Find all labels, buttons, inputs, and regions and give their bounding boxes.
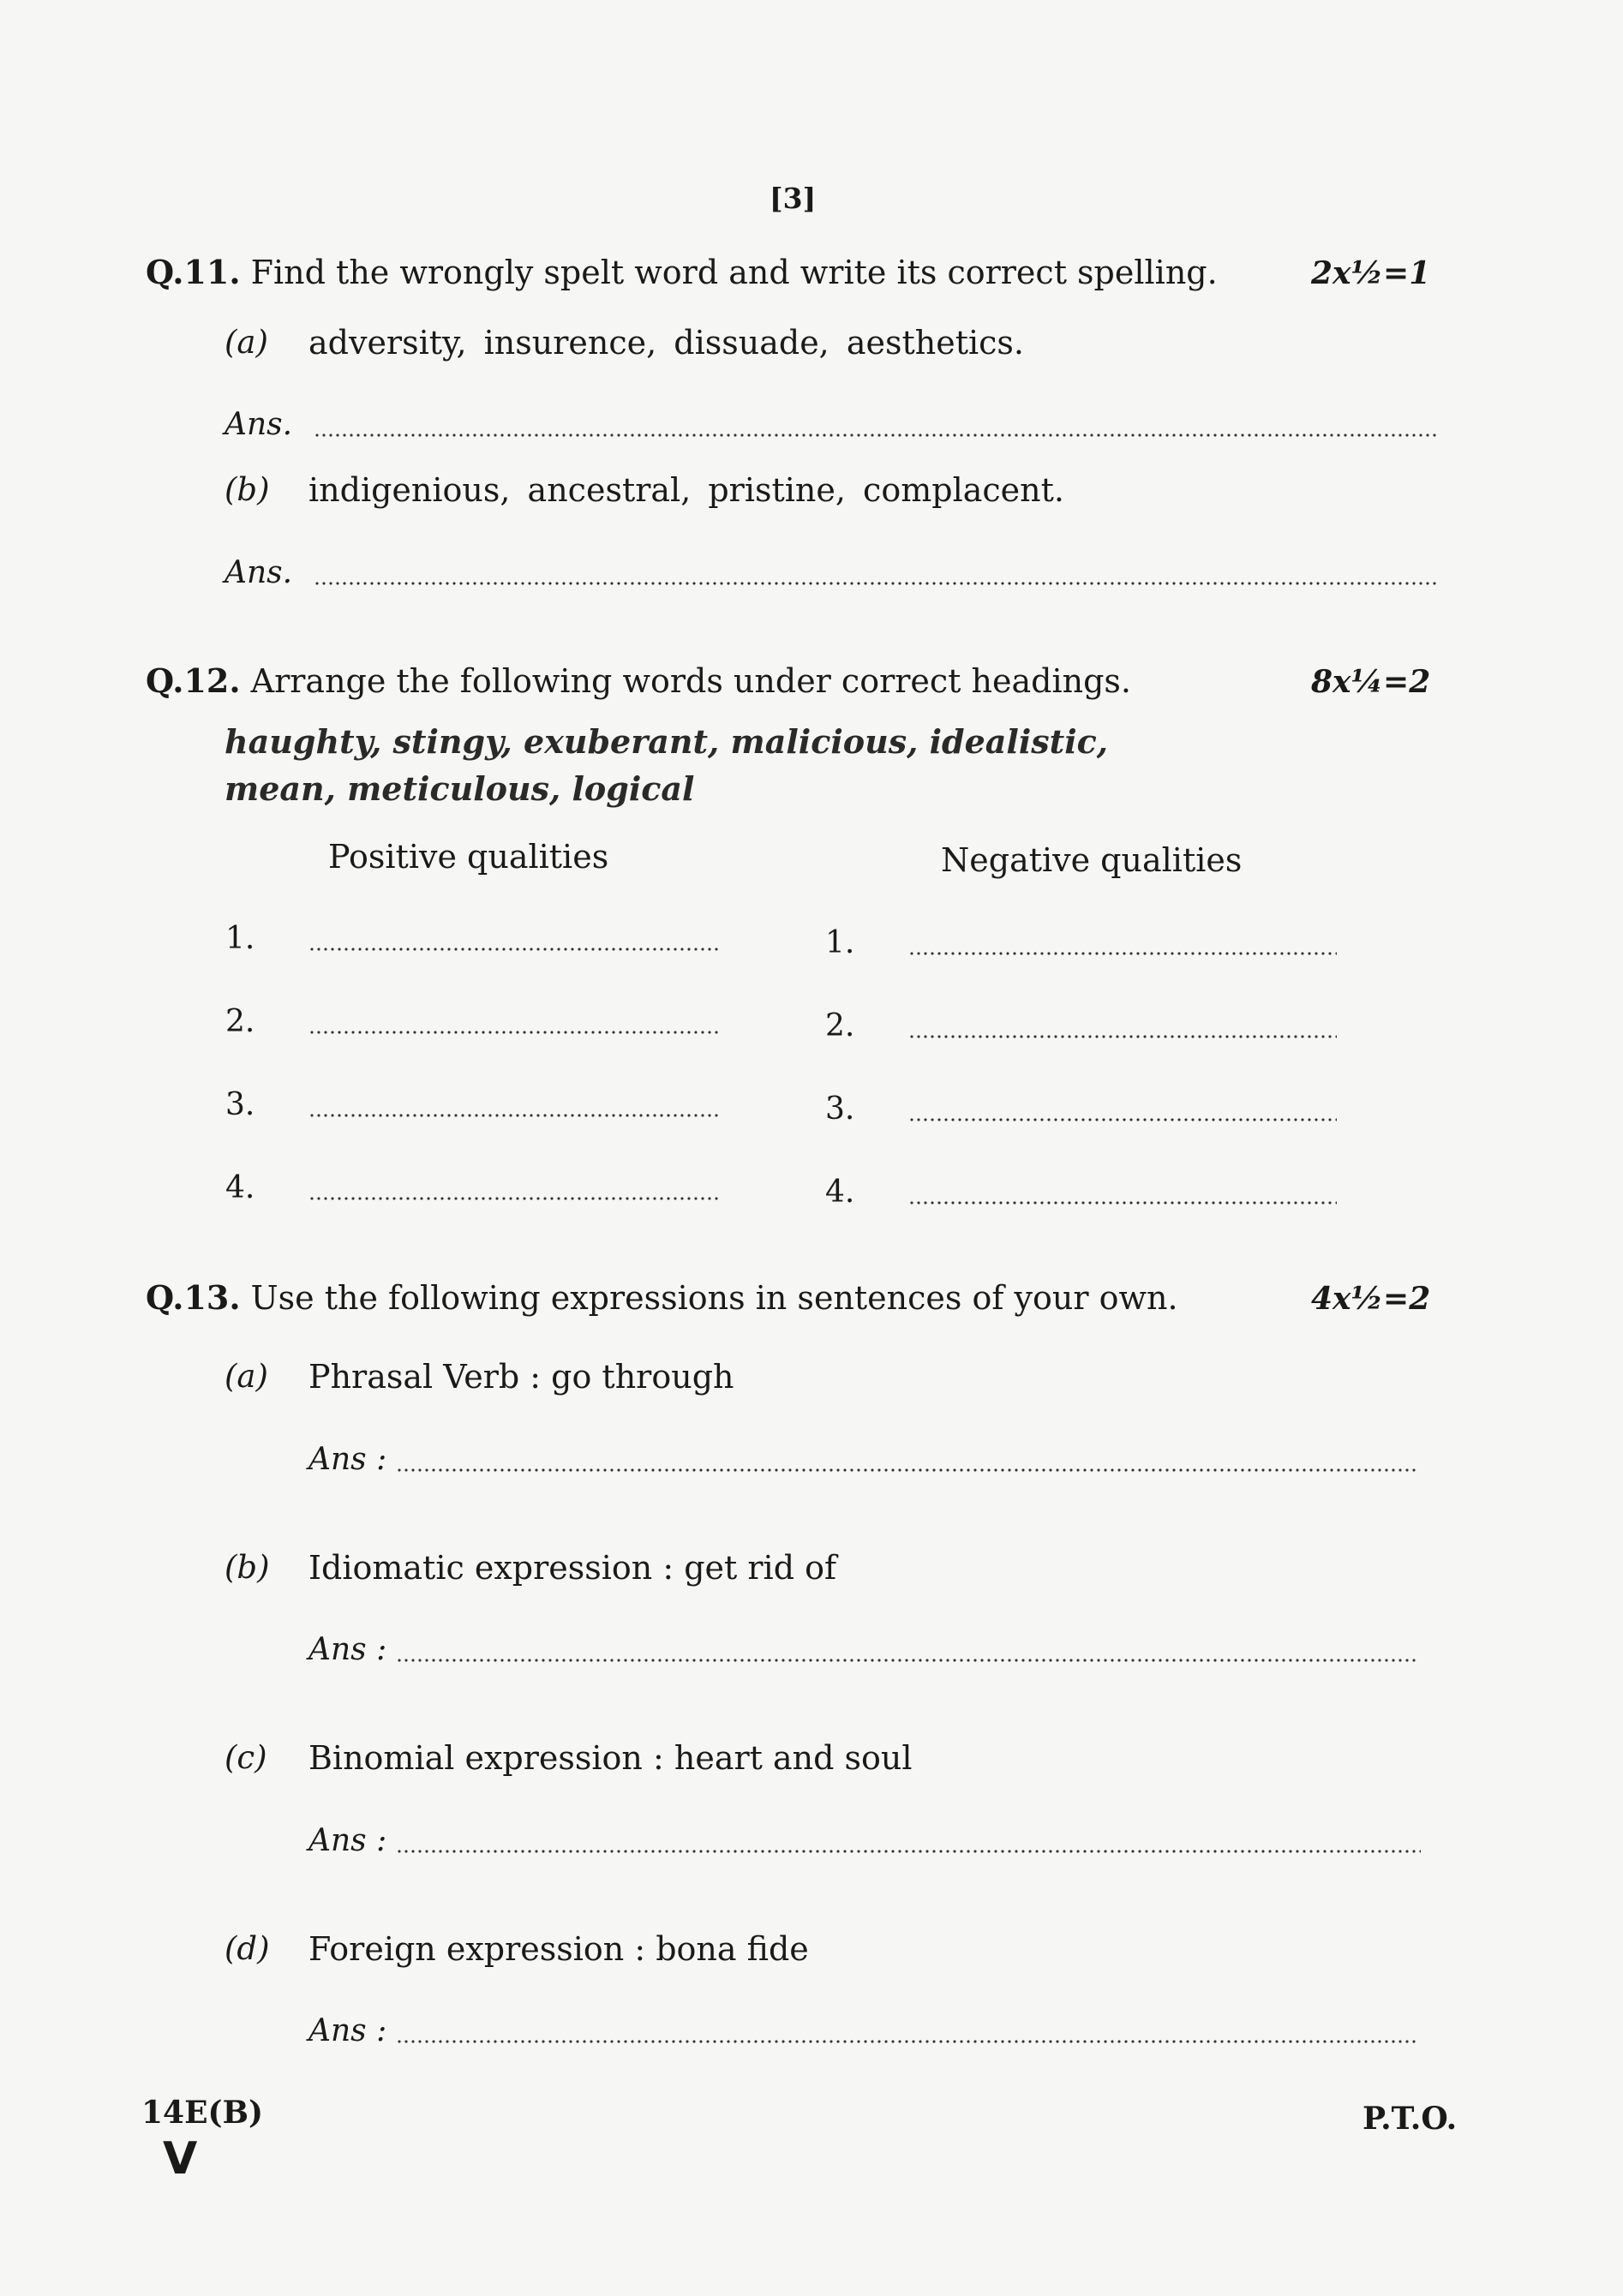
q11a-answer-line[interactable]	[314, 433, 1436, 438]
q13b-answer-line[interactable]	[396, 1658, 1416, 1663]
positive-answer-line-3[interactable]	[308, 1113, 718, 1118]
q11a-label: (a)	[225, 324, 268, 361]
q11b-ans-label: Ans.	[225, 555, 293, 590]
q13c-text: Binomial expression : heart and soul	[308, 1739, 913, 1777]
negative-answer-line-3[interactable]	[908, 1117, 1337, 1122]
q13c-ans-label: Ans :	[308, 1823, 387, 1858]
q13d-label: (d)	[225, 1930, 270, 1967]
q13c-answer-line[interactable]	[396, 1849, 1421, 1854]
q11-text: Find the wrongly spelt word and write its correct spelling.	[250, 254, 1218, 291]
positive-num-2: 2.	[225, 1004, 255, 1039]
heading-positive-qualities: Positive qualities	[328, 838, 609, 876]
negative-answer-line-4[interactable]	[908, 1200, 1337, 1205]
heading-negative-qualities: Negative qualities	[941, 841, 1243, 879]
q12-words-line2: mean, meticulous, logical	[225, 769, 695, 808]
q11a-words: adversity, insurence, dissuade, aesthetics.	[308, 324, 1025, 362]
q11b-words: indigenious, ancestral, pristine, complacent.	[308, 471, 1064, 509]
q13-marks: 4x½=2	[1311, 1281, 1431, 1317]
q11b-label: (b)	[225, 471, 270, 508]
q13-text: Use the following expressions in sentences of your own.	[250, 1279, 1178, 1317]
q13d-text: Foreign expression : bona fide	[308, 1930, 809, 1968]
q13a-answer-line[interactable]	[396, 1468, 1416, 1473]
q13a-text: Phrasal Verb : go through	[308, 1358, 734, 1396]
q12-words-line1: haughty, stingy, exuberant, malicious, idealistic,	[225, 722, 1109, 761]
positive-answer-line-4[interactable]	[308, 1196, 718, 1201]
paper-version: V	[163, 2133, 198, 2185]
q11-marks: 2x½=1	[1311, 255, 1431, 291]
positive-num-1: 1.	[225, 921, 255, 956]
q11-number: Q.11.	[146, 253, 241, 291]
page-number: [3]	[770, 182, 817, 215]
q13c-label: (c)	[225, 1739, 267, 1776]
pto-label: P.T.O.	[1362, 2101, 1458, 2137]
q12-prompt	[146, 661, 1131, 700]
negative-num-4: 4.	[825, 1175, 855, 1210]
positive-num-4: 4.	[225, 1170, 255, 1205]
q13a-label: (a)	[225, 1358, 268, 1395]
q11a-ans-label: Ans.	[225, 407, 293, 442]
q13b-text: Idiomatic expression : get rid of	[308, 1549, 837, 1587]
q12-number: Q.12.	[146, 661, 241, 700]
q11b-answer-line[interactable]	[314, 581, 1436, 586]
q13d-answer-line[interactable]	[396, 2039, 1416, 2044]
q12-text: Arrange the following words under correct headings.	[250, 662, 1132, 700]
negative-num-2: 2.	[825, 1008, 855, 1043]
positive-answer-line-2[interactable]	[308, 1030, 718, 1035]
paper-code: 14E(B)	[141, 2095, 264, 2131]
q13-number: Q.13.	[146, 1278, 241, 1317]
q13d-ans-label: Ans :	[308, 2013, 387, 2048]
q13a-ans-label: Ans :	[308, 1442, 387, 1477]
negative-answer-line-1[interactable]	[908, 951, 1337, 956]
negative-answer-line-2[interactable]	[908, 1034, 1337, 1039]
q13-prompt	[146, 1278, 1178, 1317]
q11-prompt	[146, 253, 1218, 291]
negative-num-3: 3.	[825, 1091, 855, 1127]
positive-answer-line-1[interactable]	[308, 947, 718, 952]
q13b-ans-label: Ans :	[308, 1632, 387, 1667]
positive-num-3: 3.	[225, 1087, 255, 1122]
negative-num-1: 1.	[825, 925, 855, 960]
q12-marks: 8x¼=2	[1311, 664, 1431, 700]
q13b-label: (b)	[225, 1549, 270, 1586]
